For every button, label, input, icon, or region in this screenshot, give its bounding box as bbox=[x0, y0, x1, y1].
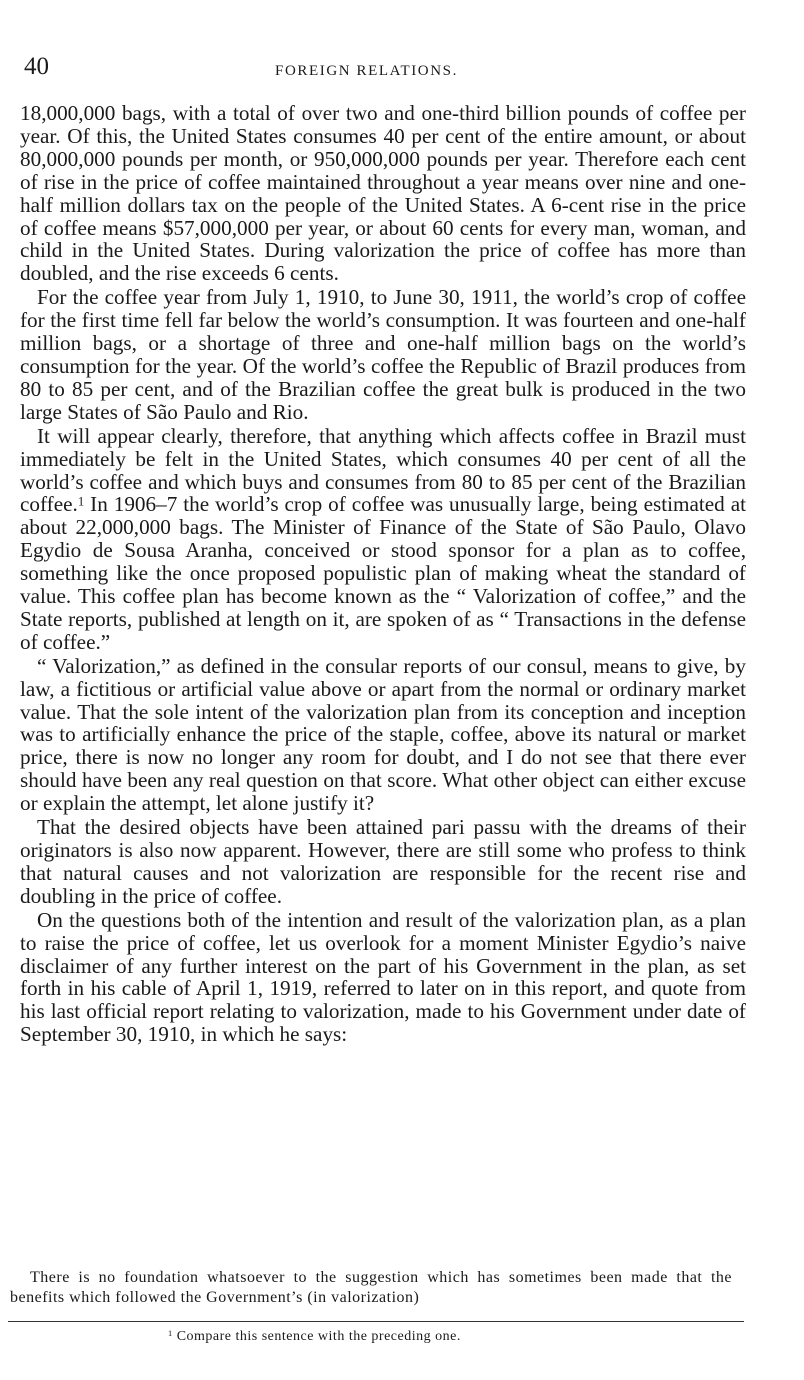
paragraph-world-crop: For the coffee year from July 1, 1910, to June 30, 1911, the world’s crop of coffee for the first time fell far below the world’s consumption. It was fourteen and one-half million bags, or a shortage of three and one-half million bags on the world’s consumption for the year. Of the world’s coffee the Republic of Brazil produces from 80 to 85 per cent, and of the Brazilian coffee the great bulk is produced in the two large States of São Paulo and Rio. bbox=[20, 285, 746, 424]
paragraph-minister-report: On the questions both of the intention and result of the valorization plan, as a plan to raise the price of coffee, let us overlook for a moment Minister Egydio’s naive disclaimer of any further interest on the part of his Government in the plan, as set forth in his cable of April 1, 1919, referred to later on in this report, and quote from his last official report relating to valorization, made to his Government under date of September 30, 1910, in which he says: bbox=[20, 907, 746, 1047]
footnote-mark: 1 bbox=[168, 1329, 173, 1339]
paragraph-objects-attained: That the desired objects have been attained pari passu with the dreams of their originators is also now apparent. However, there are still some who profess to think that natural causes and not valorization are responsible for the recent rise and doubling in the price of coffee. bbox=[20, 815, 746, 908]
paragraph-text-before-note: It will appear clearly, therefore, that anything which affects coffee in Brazil must immediately be felt in the United States, which consumes 40 per cent of all the world’s coffee and which buys and consumes from 80 to 85 per cent of the Brazilian coffee. bbox=[20, 423, 746, 517]
paragraph-valorization-origin bbox=[20, 425, 746, 654]
body-text bbox=[20, 102, 746, 1047]
paragraph-coffee-consumption: 18,000,000 bags, with a total of over two and one-third billion pounds of coffee per year. Of this, the United States consumes 40 per cent of the entire amount, or about 80,000,000 pounds per month, or 950,000,000 pounds per year. Therefore each cent of rise in the price of coffee maintained throughout a year means over nine and one-half million dollars tax on the people of the United States. A 6-cent rise in the price of coffee means $57,000,000 per year, or about 60 cents for every man, woman, and child in the United States. During valorization the price of coffee has more than doubled, and the rise exceeds 6 cents. bbox=[20, 101, 746, 286]
page-number: 40 bbox=[24, 53, 49, 80]
paragraph-text-after-note: In 1906–7 the world’s crop of coffee was unusually large, being estimated at about 22,000,000 bags. The Minister of Finance of the State of São Paulo, Olavo Egydio de Sousa Aranha, conceived or stood sponsor for a plan as to coffee, something like the once proposed populistic plan of making wheat the standard of value. This coffee plan has become known as the “ Valorization of coffee,” and the State reports, published at length on it, are spoken of as “ Transactions in the defense of coffee.” bbox=[20, 492, 746, 654]
footnote-reference: 1 bbox=[77, 494, 85, 509]
footnote-text: Compare this sentence with the preceding one. bbox=[172, 1329, 461, 1344]
footnote bbox=[168, 1328, 461, 1346]
paragraph-valorization-definition: “ Valorization,” as defined in the consular reports of our consul, means to give, by law, a fictitious or artificial value above or apart from the normal or ordinary market value. That the sole intent of the valorization plan from its conception and inception was to artificially enhance the price of the staple, coffee, above its natural or market price, there is now no longer any room for doubt, and I do not see that there ever should have been any real question on that score. What other object can either excuse or explain the attempt, let alone justify it? bbox=[20, 653, 746, 816]
running-head: FOREIGN RELATIONS. bbox=[275, 63, 458, 79]
footnote-divider bbox=[8, 1321, 744, 1322]
quoted-extract: There is no foundation whatsoever to the suggestion which has sometimes been made that the benefits which followed the Government’s (in valorization) bbox=[10, 1269, 732, 1306]
